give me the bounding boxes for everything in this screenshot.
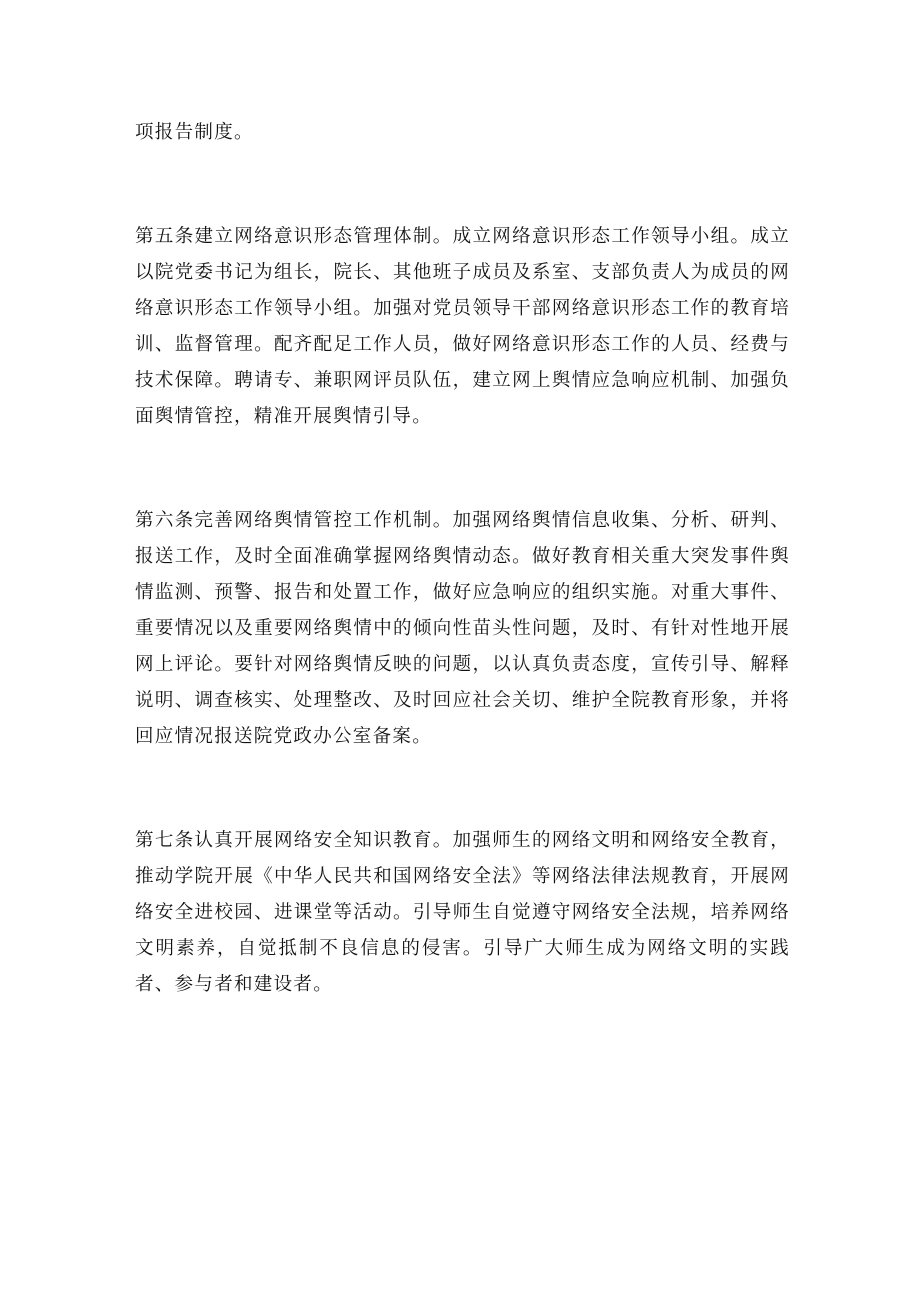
- paragraph-continuation: 项报告制度。: [135, 122, 254, 143]
- document-body: [135, 115, 790, 1003]
- paragraph-article-6: 第六条完善网络舆情管控工作机制。加强网络舆情信息收集、分析、研判、报送工作，及时全面准确掌握网络舆情动态。做好教育相关重大突发事件舆情监测、预警、报告和处置工作，做好应急响应的组织实施。对重大事件、重要情况以及重要网络舆情中的倾向性苗头性问题，及时、有针对性地开展网上评论。要针对网络舆情反映的问题，以认真负责态度，宣传引导、解释说明、调查核实、处理整改、及时回应社会关切、维护全院教育形象，并将回应情况报送院党政办公室备案。: [135, 510, 790, 747]
- paragraph-article-7: 第七条认真开展网络安全知识教育。加强师生的网络文明和网络安全教育，推动学院开展《中华人民共和国网络安全法》等网络法律法规教育，开展网络安全进校园、进课堂等活动。引导师生自觉遵守网络安全法规，培养网络文明素养，自觉抵制不良信息的侵害。引导广大师生成为网络文明的实践者、参与者和建设者。: [135, 830, 790, 995]
- paragraph-article-5: 第五条建立网络意识形态管理体制。成立网络意识形态工作领导小组。成立以院党委书记为组长，院长、其他班子成员及系室、支部负责人为成员的网络意识形态工作领导小组。加强对党员领导干部网络意识形态工作的教育培训、监督管理。配齐配足工作人员，做好网络意识形态工作的人员、经费与技术保障。聘请专、兼职网评员队伍，建立网上舆情应急响应机制、加强负面舆情管控，精准开展舆情引导。: [135, 226, 790, 427]
